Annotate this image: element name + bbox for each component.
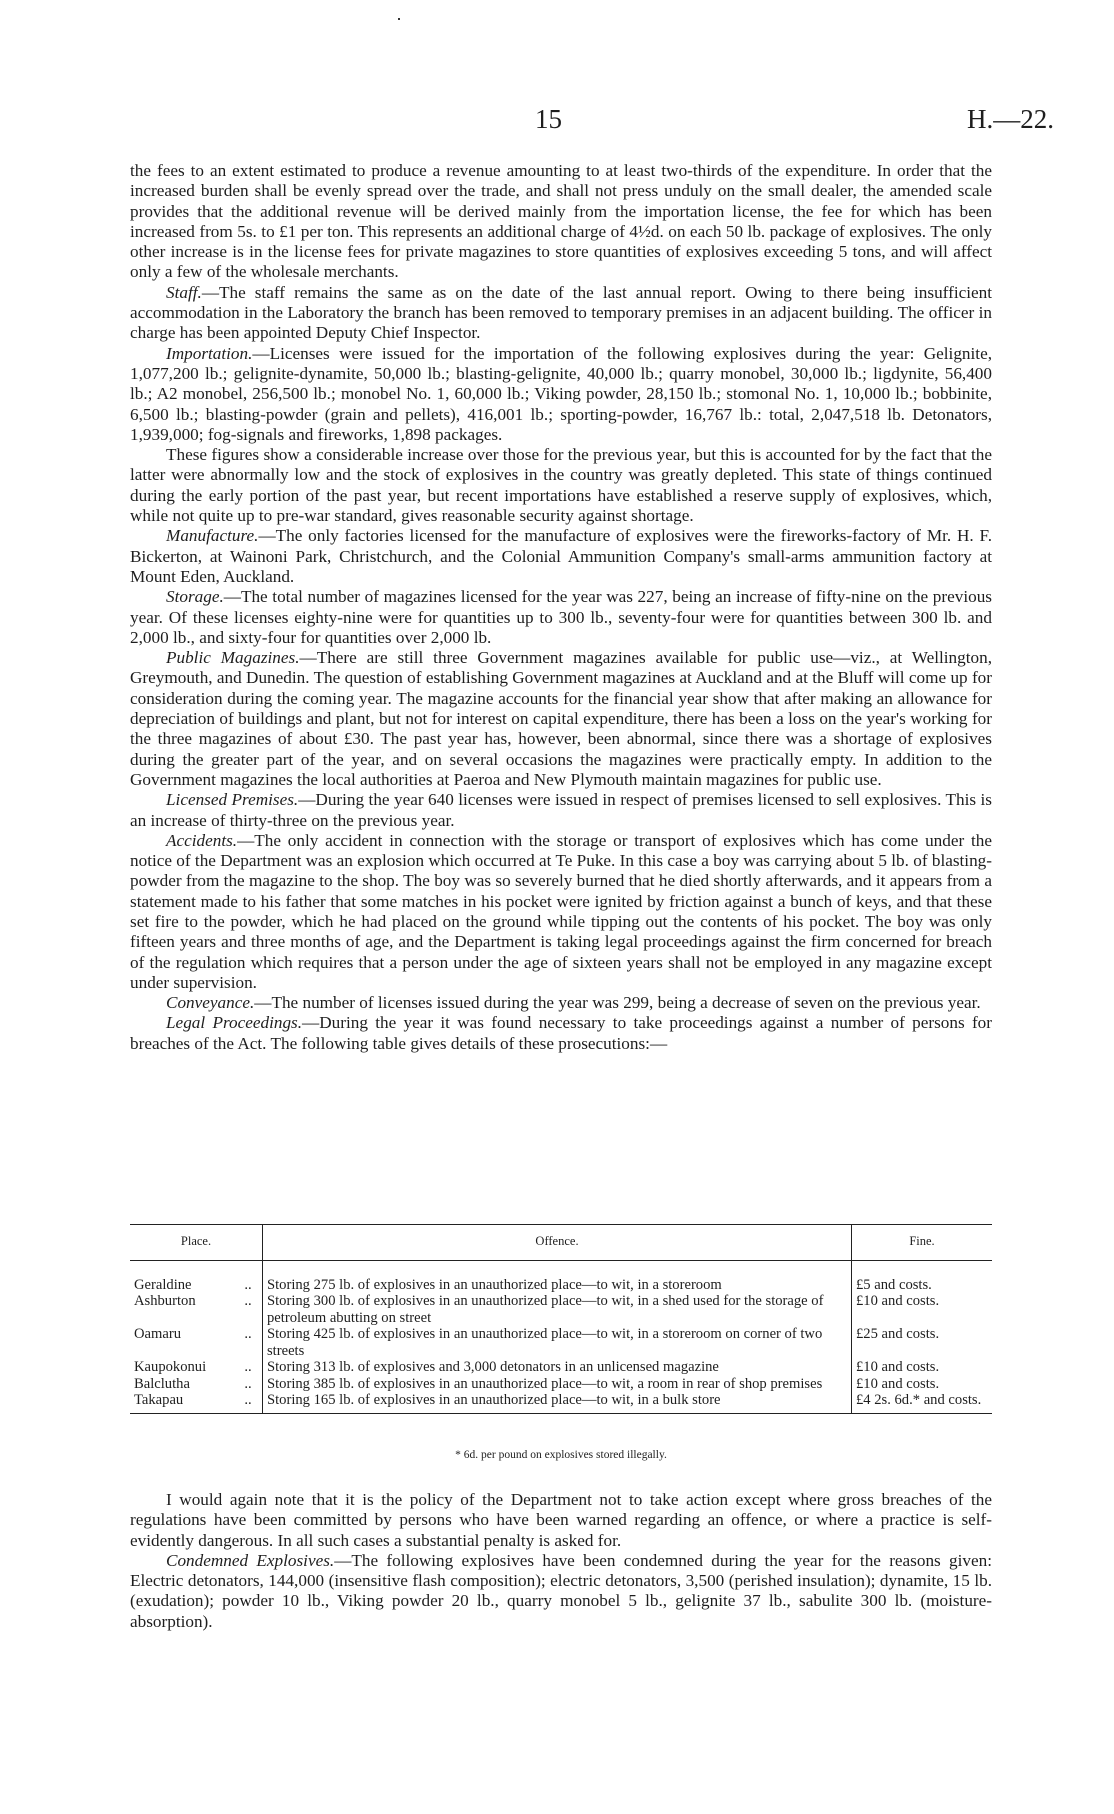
cell-dots: .. [244, 1276, 252, 1293]
paragraph-public-magazines: Public Magazines.—There are still three Government magazines available for public use—viz., at Wellington, Greymouth, and Dunedin. The question of establishing Government magazines at Auckland and at the Bluff will come up for consideration during the coming year. The magazine accounts for the financial year show that after making an allowance for depreciation of buildings and plant, but not for interest on capital expenditure, there has been a loss on the year's working for the three magazines of about £30. The past year has, however, been abnormal, since there was a shortage of explosives during the greater part of the year, and on several occasions the magazines were practically empty. In addition to the Government magazines the local authorities at Paeroa and New Plymouth maintain magazines for public use. [130, 648, 992, 789]
cell-place: Oamaru [134, 1326, 182, 1342]
cell-offence: Storing 385 lb. of explosives in an unauthorized place—to wit, a room in rear of shop premises [263, 1376, 852, 1393]
cell-offence: Storing 275 lb. of explosives in an unauthorized place—to wit, in a storeroom [263, 1260, 852, 1293]
section-heading: Conveyance. [166, 993, 255, 1013]
cell-fine: £10 and costs. [856, 1293, 940, 1309]
paragraph-licensed-premises: Licensed Premises.—During the year 640 licenses were issued in respect of premises licensed to sell explosives. This is an increase of thirty-three on the previous year. [130, 790, 992, 830]
paragraph-storage: Storage.—The total number of magazines licensed for the year was 227, being an increase of fifty-nine on the previous year. Of these licenses eighty-nine were for quantities up to 300 lb., seventy-four were for quantities between 300 lb. and 2,000 lb., and sixty-four for quantities over 2,000 lb. [130, 587, 992, 647]
cell-offence: Storing 165 lb. of explosives in an unauthorized place—to wit, in a bulk store [263, 1392, 852, 1413]
section-heading: Licensed Premises. [166, 790, 299, 810]
paragraph-policy: I would again note that it is the policy of the Department not to take action except where gross breaches of the regulations have been committed by persons who have been warned regarding an offence, or where a practice is self-evidently dangerous. In all such cases a substantial penalty is asked for. [130, 1490, 992, 1550]
cell-dots: .. [244, 1359, 252, 1375]
cell-fine: £4 2s. 6d.* and costs. [852, 1392, 993, 1413]
paragraph-accidents: Accidents.—The only accident in connection with the storage or transport of explosives which has come under the notice of the Department was an explosion which occurred at Te Puke. In this case a boy was carrying about 5 lb. of blasting-powder from the magazine to the shop. The boy was so severely burned that he died shortly afterwards, and it appears from a statement made to his father that some matches in his pocket were ignited by friction against a bunch of keys, and that these set fire to the powder, which he had placed on the ground while tipping out the contents of his pocket. The boy was only fifteen years and three months of age, and the Department is taking legal proceedings against the firm concerned for breach of the regulation which requires that a person under the age of sixteen years shall not be employed in any magazine except under supervision. [130, 830, 992, 992]
cell-place: Geraldine [134, 1276, 192, 1293]
section-heading: Legal Proceedings. [166, 1013, 303, 1033]
cell-fine: £5 and costs. [856, 1276, 932, 1293]
cell-place: Balclutha [134, 1375, 190, 1392]
paragraph-manufacture: Manufacture.—The only factories licensed for the manufacture of explosives were the fireworks-factory of Mr. H. F. Bickerton, at Wainoni Park, Christchurch, and the Colonial Ammunition Company's small-arms ammunition factory at Mount Eden, Auckland. [130, 526, 992, 586]
header-offence: Offence. [263, 1225, 852, 1261]
header-fine: Fine. [852, 1225, 993, 1261]
section-heading: Accidents. [166, 830, 238, 850]
prosecutions-table [130, 1224, 992, 1414]
table-row [130, 1260, 992, 1293]
cell-place: Ashburton [134, 1293, 196, 1309]
paragraph-conveyance: Conveyance.—The number of licenses issued during the year was 299, being a decrease of seven on the previous year. [166, 993, 981, 1013]
section-heading: Importation. [166, 343, 253, 363]
header-place: Place. [130, 1225, 263, 1261]
section-heading: Staff. [166, 282, 202, 302]
table-footnote: * 6d. per pound on explosives stored illegally. [455, 1449, 667, 1461]
paragraph: These figures show a considerable increase over those for the previous year, but this is accounted for by the fact that the latter were abnormally low and the stock of explosives in the country was greatly depleted. This state of things continued during the early portion of the past year, but recent importations have established a reserve supply of explosives, which, while not quite up to pre-war standard, gives reasonable security against shortage. [130, 445, 992, 526]
paragraph-importation: Importation.—Licenses were issued for the importation of the following explosives during the year: Gelignite, 1,077,200 lb.; gelignite-dynamite, 50,000 lb.; blasting-gelignite, 40,000 lb.; quarry monobel, 30,000 lb.; ligdynite, 56,400 lb.; A2 monobel, 256,500 lb.; monobel No. 1, 60,000 lb.; Viking powder, 28,150 lb.; stomonal No. 1, 10,000 lb.; bobbinite, 6,500 lb.; blasting-powder (grain and pellets), 416,001 lb.; sporting-powder, 16,767 lb.: total, 2,047,518 lb. Detonators, 1,939,000; fog-signals and fireworks, 1,898 packages. [130, 343, 992, 444]
cell-fine: £10 and costs. [856, 1375, 940, 1392]
table-row [130, 1376, 992, 1393]
section-heading: Storage. [166, 587, 224, 607]
section-heading: Manufacture. [166, 526, 259, 546]
cell-place: Kaupokonui [134, 1359, 207, 1375]
table-row [130, 1359, 992, 1376]
cell-dots: .. [234, 1392, 263, 1413]
table-row [130, 1326, 992, 1359]
page-number: 15 [535, 104, 562, 134]
cell-place: Takapau [130, 1392, 234, 1413]
body-text [130, 161, 992, 1054]
stray-mark [398, 18, 400, 20]
table-row [130, 1293, 992, 1326]
section-heading: Condemned Explosives. [166, 1550, 335, 1570]
cell-offence: Storing 425 lb. of explosives in an unauthorized place—to wit, in a storeroom on corner of two streets [263, 1326, 852, 1359]
cell-offence: Storing 300 lb. of explosives in an unauthorized place—to wit, in a shed used for the storage of petroleum abutting on street [263, 1293, 852, 1326]
table-row [130, 1392, 992, 1413]
cell-offence: Storing 313 lb. of explosives and 3,000 detonators in an unlicensed magazine [263, 1359, 852, 1376]
document-reference: H.—22. [967, 104, 1054, 134]
paragraph-legal-proceedings: Legal Proceedings.—During the year it was found necessary to take proceedings against a number of persons for breaches of the Act. The following table gives details of these prosecutions:— [130, 1013, 992, 1053]
paragraph-condemned-explosives: Condemned Explosives.—The following explosives have been condemned during the year for the reasons given: Electric detonators, 144,000 (insensitive flash composition); electric detonators, 3,500 (perished insulation); dynamite, 15 lb. (exudation); powder 10 lb., Viking powder 20 lb., quarry monobel 5 lb., gelignite 37 lb., sabulite 300 lb. (moisture-absorption). [130, 1550, 992, 1631]
cell-fine: £25 and costs. [856, 1326, 940, 1342]
cell-dots: .. [244, 1375, 252, 1392]
paragraph: the fees to an extent estimated to produce a revenue amounting to at least two-thirds of the expenditure. In order that the increased burden shall be evenly spread over the trade, and shall not press unduly on the small dealer, the amended scale provides that the additional revenue will be derived mainly from the importation license, the fee for which has been increased from 5s. to £1 per ton. This represents an additional charge of 4½d. on each 50 lb. package of explosives. The only other increase is in the license fees for private magazines to store quantities of explosives exceeding 5 tons, and will affect only a few of the wholesale merchants. [130, 161, 992, 282]
section-heading: Public Magazines. [166, 648, 300, 668]
cell-fine: £10 and costs. [856, 1359, 940, 1375]
cell-dots: .. [244, 1326, 252, 1342]
cell-dots: .. [244, 1293, 252, 1309]
closing-text [130, 1490, 992, 1632]
paragraph-staff: Staff.—The staff remains the same as on the date of the last annual report. Owing to there being insufficient accommodation in the Laboratory the branch has been removed to temporary premises in an adjacent building. The officer in charge has been appointed Deputy Chief Inspector. [130, 282, 992, 343]
